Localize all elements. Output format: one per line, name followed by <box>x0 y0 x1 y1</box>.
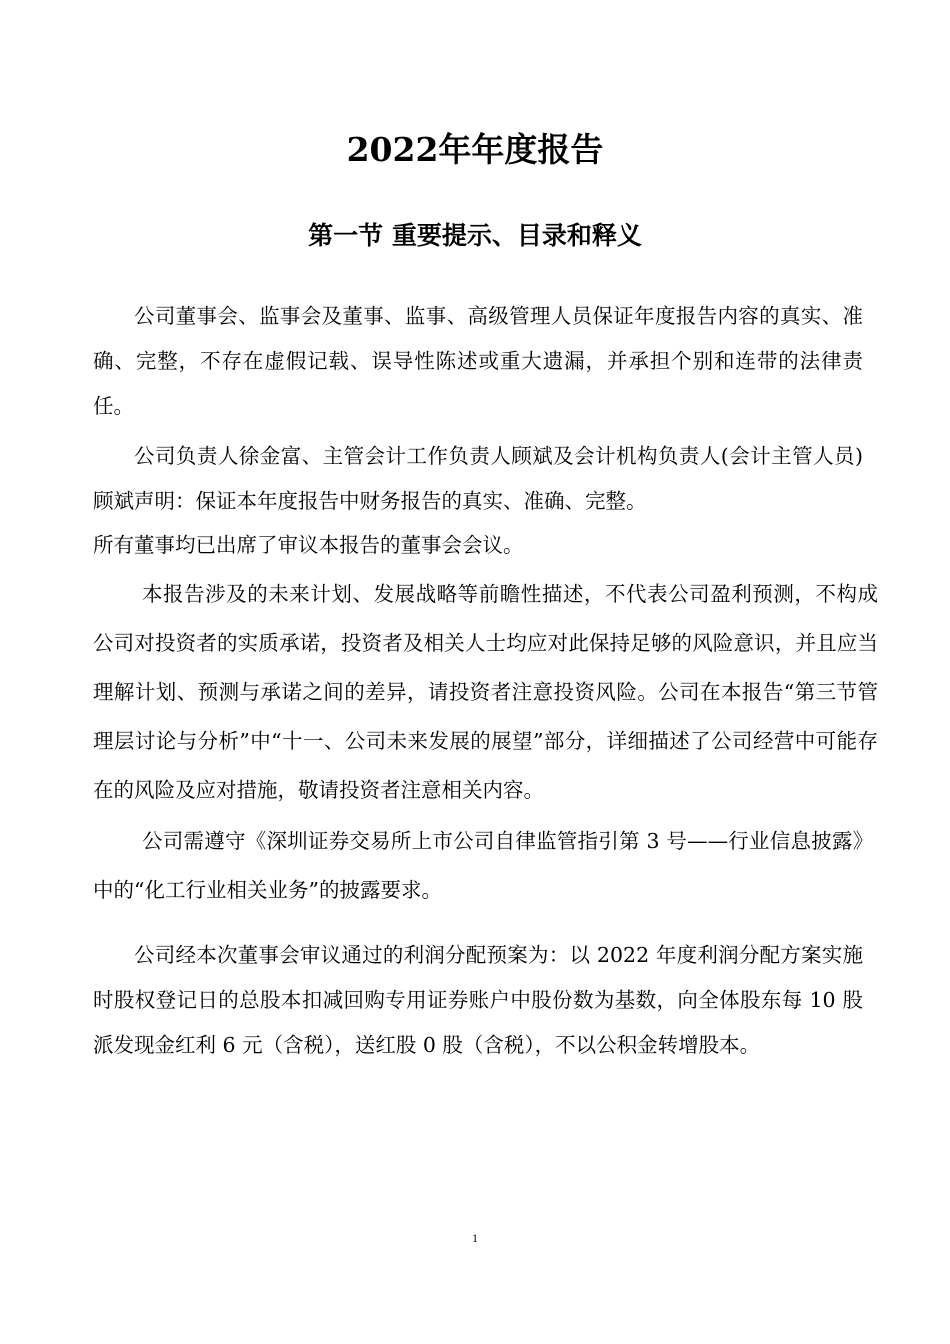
section-title: 第一节 重要提示、目录和释义 <box>308 221 642 250</box>
page-number: 1 <box>472 1231 478 1245</box>
paragraph-profit-distribution: 公司经本次董事会审议通过的利润分配预案为：以 2022 年度利润分配方案实施时股权登记日的总股本扣减回购专用证券账户中股份数为基数，向全体股东每 10 股派发现金红利 6 元（含税），送红股 0 股（含税），不以公积金转增股本。 <box>93 943 863 1057</box>
document-title: 2022年年度报告 <box>346 130 604 169</box>
paragraph-responsibility-statement: 公司董事会、监事会及董事、监事、高级管理人员保证年度报告内容的真实、准确、完整，不存在虚假记载、误导性陈述或重大遗漏，并承担个别和连带的法律责任。 <box>93 304 863 418</box>
paragraph-board-attendance: 所有董事均已出席了审议本报告的董事会会议。 <box>93 533 524 557</box>
paragraph-forward-looking-statement: 本报告涉及的未来计划、发展战略等前瞻性描述，不代表公司盈利预测，不构成公司对投资者的实质承诺，投资者及相关人士均应对此保持足够的风险意识，并且应当理解计划、预测与承诺之间的差异，请投资者注意投资风险。公司在本报告“第三节管理层讨论与分析”中“十一、公司未来发展的展望”部分，详细描述了公司经营中可能存在的风险及应对措施，敬请投资者注意相关内容。 <box>93 582 878 802</box>
paragraph-disclosure-requirement: 公司需遵守《深圳证券交易所上市公司自律监管指引第 3 号——行业信息披露》中的“化工行业相关业务”的披露要求。 <box>93 829 863 902</box>
paragraph-officer-declaration: 公司负责人徐金富、主管会计工作负责人顾斌及会计机构负责人(会计主管人员)顾斌声明：保证本年度报告中财务报告的真实、准确、完整。 <box>93 444 863 513</box>
